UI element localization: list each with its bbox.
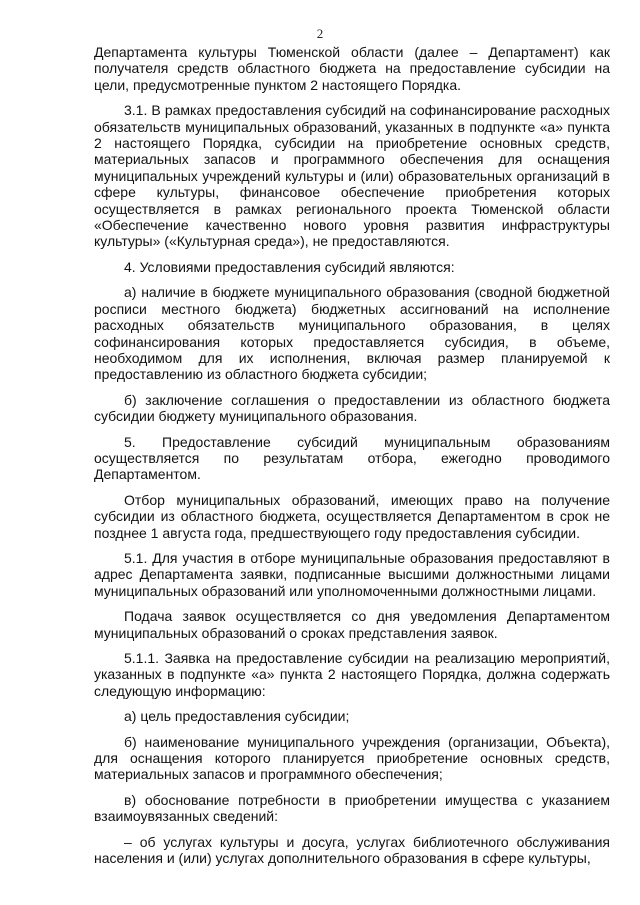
paragraph-5-1-1-v: в) обоснование потребности в приобретении имущества с указанием взаимоувязанных сведений:: [94, 791, 610, 825]
document-body: [94, 44, 610, 875]
paragraph-5-1-1-a: а) цель предоставления субсидии;: [124, 708, 350, 725]
paragraph-4-b: б) заключение соглашения о предоставлении из областного бюджета субсидии бюджету муниципального образования.: [94, 391, 610, 425]
paragraph-5-selection: Отбор муниципальных образований, имеющих право на получение субсидии из областного бюджета, осуществляется Департаментом в срок не позднее 1 августа года, предшествующего году предоставления субсидии.: [94, 491, 610, 541]
paragraph-5-1-submission: Подача заявок осуществляется со дня уведомления Департаментом муниципальных образований о сроках представления заявок.: [94, 608, 610, 641]
page-number: 2: [316, 26, 324, 41]
paragraph-5-1-1: 5.1.1. Заявка на предоставление субсидии на реализацию мероприятий, указанных в подпункте «а» пункта 2 настоящего Порядка, должна содержать следующую информацию:: [94, 650, 610, 699]
paragraph-continuation: Департамента культуры Тюменской области (далее – Департамент) как получателя средств областного бюджета на предоставление субсидии на цели, предусмотренные пунктом 2 настоящего Порядка.: [94, 44, 610, 93]
paragraph-5-1-1-b: б) наименование муниципального учреждения (организации, Объекта), для оснащения которого планируется приобретение основных средств, материальных запасов и программного обеспечения;: [94, 733, 610, 783]
paragraph-5-1-1-v-dash: – об услугах культуры и досуга, услугах библиотечного обслуживания населения и (или) услугах дополнительного образования в сфере культуры,: [94, 833, 610, 867]
paragraph-5: 5. Предоставление субсидий муниципальным образованиям осуществляется по результатам отбора, ежегодно проводимого Департаментом.: [94, 433, 610, 483]
paragraph-3-1: 3.1. В рамках предоставления субсидий на софинансирование расходных обязательств муниципальных образований, указанных в подпункте «а» пункта 2 настоящего Порядка, субсидии на приобретение основных средств, материальных запасов и программного обеспечения для оснащения муниципальных учреждений культуры и (или) образовательных организаций в сфере культуры, финансовое обеспечение приобретения которых осуществляется в рамках регионального проекта Тюменской области «Обеспечение качественно нового уровня развития инфраструктуры культуры» («Культурная среда»), не предоставляются.: [94, 102, 610, 250]
paragraph-5-1: 5.1. Для участия в отборе муниципальные образования предоставляют в адрес Департамента заявки, подписанные высшими должностными лицами муниципальных образований или уполномоченными должностными лицами.: [94, 549, 610, 599]
paragraph-4-a: а) наличие в бюджете муниципального образования (сводной бюджетной росписи местного бюджета) бюджетных ассигнований на исполнение расходных обязательств муниципального образования, в целях софинансирования которых предоставляется субсидия, в объеме, необходимом для их исполнения, включая размер планируемой к предоставлению из областного бюджета субсидии;: [94, 284, 610, 383]
paragraph-4: 4. Условиями предоставления субсидий являются:: [124, 258, 455, 275]
